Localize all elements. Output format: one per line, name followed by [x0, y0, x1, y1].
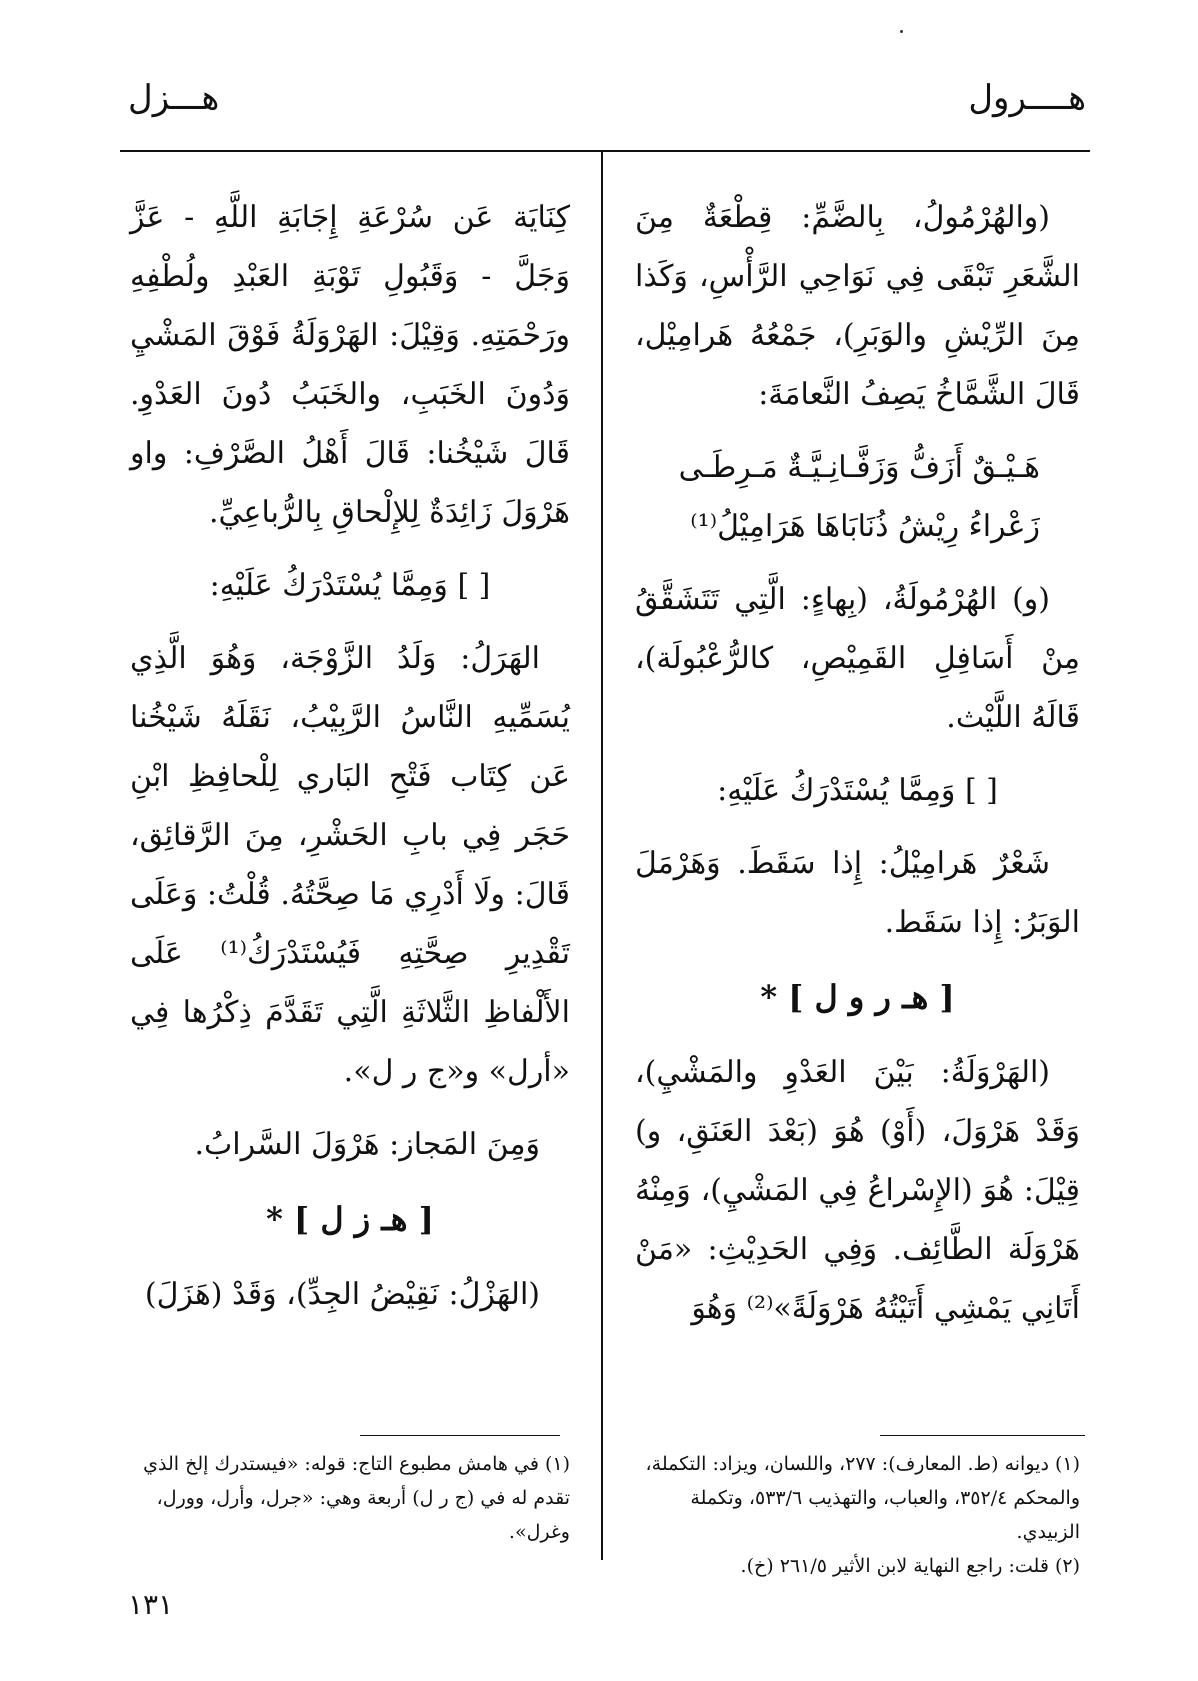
root-heading: [ هـ ر و ل ] * [760, 978, 955, 1016]
entry-paragraph: (الهَزْلُ: نَقِيْضُ الجِدِّ)، وَقَدْ (هَزَلَ) [144, 1277, 540, 1312]
root-heading: [ هـ ز ل ] * [266, 1200, 434, 1238]
running-header-right: هــــرول [968, 78, 1086, 118]
addendum-heading: [ ] وَمِمَّا يُسْتَدْرَكُ عَلَيْهِ: [209, 568, 491, 603]
footnotes-right [635, 1447, 1080, 1583]
page-number: ١٣١ [128, 1588, 174, 1621]
entry-paragraph: (و) الهُرْمُولَةُ، (بِهاءٍ: الَّتِي تَتَشَقَّقُ مِنْ أَسَافِلِ القَمِيْصِ، كالرُّعْبُولَة)، قَالَهُ اللَّيْث. [635, 582, 1080, 735]
entry-paragraph: (الهَرْوَلَةُ: بَيْنَ العَدْوِ والمَشْيِ)، وَقَدْ هَرْوَلَ، (أَوْ) هُوَ (بَعْدَ العَنَقِ، و) قِيْلَ: هُوَ (الإِسْراعُ فِي المَشْيِ)، وَمِنْهُ هَرْوَلَة الطَّائِف. وَفِي الحَدِيْثِ: «مَنْ أَتَانِي يَمْشِي أَتَيْتُهُ هَرْوَلَةً»⁽²⁾ وَهُوَ [635, 1055, 1080, 1326]
left-column [130, 188, 570, 1324]
verse-line-1: هَـيْـقٌ أَزَفُّ وَزَفَّـانِـيَّـةٌ مَـرِطَـى [678, 450, 1040, 485]
running-header-left: هـــزل [128, 78, 220, 118]
entry-paragraph: (والهُرْمُولُ، بِالضَّمِّ: قِطْعَةٌ مِنَ الشَّعَرِ تَبْقَى فِي نَوَاحِي الرَّأْسِ، وَكَذا مِنَ الرِّيْشِ والوَبَرِ)، جَمْعُهُ هَرامِيْل، قَالَ الشَّمَّاخُ يَصِفُ النَّعامَةَ: [635, 200, 1080, 412]
entry-paragraph: كِنَايَة عَن سُرْعَةِ إِجَابَةِ اللَّهِ - عَزَّ وَجَلَّ - وَقَبُولِ تَوْبَةِ العَبْدِ ولُطْفِهِ ورَحْمَتِهِ. وَقِيْلَ: الهَرْوَلَةُ فَوْقَ المَشْيِ وَدُونَ الخَبَبِ، والخَبَبُ دُونَ العَدْوِ. قَالَ شَيْخُنا: قَالَ أَهْلُ الصَّرْفِ: واو هَرْوَلَ زَائِدَةٌ لِلإِلْحاقِ بِالرُّباعِيِّ. [130, 200, 570, 530]
verse-line-2: زَعْراءُ رِيْشُ ذُنَابَاهَا هَرَامِيْلُ⁽¹⁾ [690, 509, 1040, 544]
footnote-rule-right [880, 1435, 1085, 1436]
footnote: (١) في هامش مطبوع التاج: قوله: «فيستدرك إلخ الذي تقدم له في (ج ر ل) أربعة وهي: «جرل، وأرل، وورل، وغرل». [143, 1453, 570, 1543]
entry-paragraph: وَمِنَ المَجاز: هَرْوَلَ السَّرابُ. [194, 1127, 540, 1162]
right-column [635, 188, 1080, 1338]
stray-mark [900, 30, 903, 33]
footnotes-left [130, 1447, 570, 1549]
entry-paragraph: الهَرَلُ: وَلَدُ الزَّوْجَة، وَهُوَ الَّذِي يُسَمِّيهِ النَّاسُ الرَّبِيْبُ، نَقَلَهُ شَيْخُنا عَن كِتَاب فَتْحِ البَاري لِلْحافِظِ ابْنِ حَجَر فِي بابِ الحَشْرِ، مِنَ الرَّقائِق، قَالَ: ولَا أَدْرِي مَا صِحَّتُهُ. قُلْتُ: وَعَلَى تَقْدِيرِ صِحَّتِهِ فَيُسْتَدْرَكُ⁽¹⁾ عَلَى الأَلْفاظِ الثَّلاثَةِ الَّتِي تَقَدَّمَ ذِكْرُها فِي «أرل» و«ج ر ل». [130, 641, 570, 1089]
entry-paragraph: شَعْرٌ هَرامِيْلُ: إِذا سَقَطَ. وَهَرْمَلَ الوَبَرُ: إِذا سَقَط. [635, 846, 1080, 940]
addendum-heading: [ ] وَمِمَّا يُسْتَدْرَكُ عَلَيْهِ: [717, 773, 998, 808]
footnote: (٢) قلت: راجع النهاية لابن الأثير ٢٦١/٥ (خ). [740, 1555, 1080, 1577]
footnote: (١) ديوانه (ط. المعارف): ٢٧٧، واللسان، ويزاد: التكملة، والمحكم ٣٥٢/٤، والعباب، والتهذيب ٥٣٣/٦، وتكملة الزبيدي. [645, 1453, 1080, 1543]
column-divider [601, 152, 603, 1560]
header-rule [120, 150, 1090, 152]
footnote-rule-left [360, 1435, 560, 1436]
